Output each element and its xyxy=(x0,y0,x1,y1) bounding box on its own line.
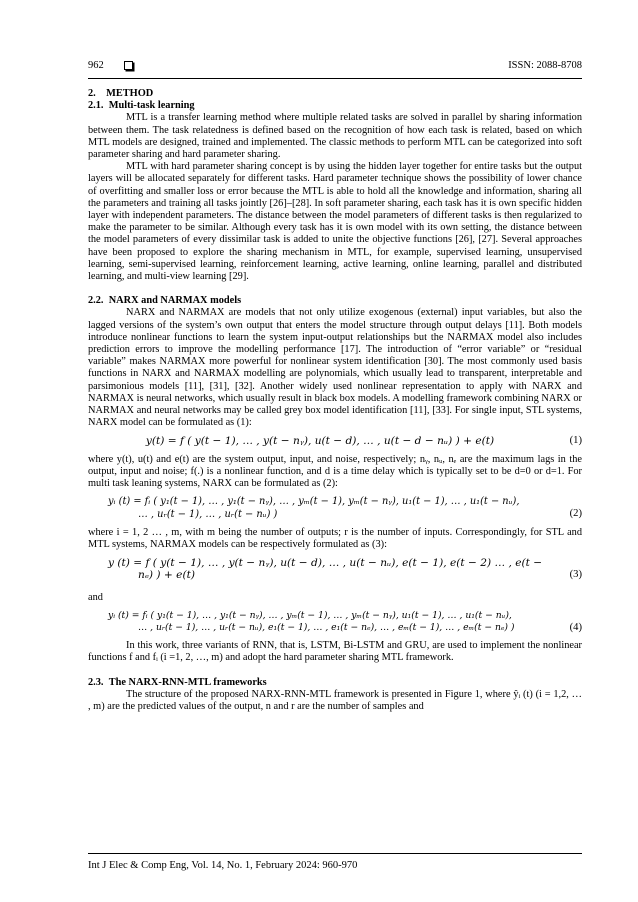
paragraph: In this work, three variants of RNN, that is, LSTM, Bi-LSTM and GRU, are used to implement the nonlinear functions f and fᵢ (i =1, 2, …, m) and adopt the hard parameter sharing MTL framework. xyxy=(88,640,582,664)
equation-line: yᵢ (t) = fᵢ ( y₁(t − 1), … , y₁(t − nᵧ), … , yₘ(t − 1), yₘ(t − nᵧ), u₁(t − 1), … , u₁(t − nᵤ), xyxy=(108,496,520,508)
subsection-heading-narx: 2.2. NARX and NARMAX models xyxy=(88,295,242,307)
paragraph: NARX and NARMAX are models that not only utilize exogenous (external) input variables, but also the lagged versions of the system’s own output that enters the model structure through output delays [11]. Both models introduce nonlinear functions to learn the system input-output relationships but the NARMAX model also includes prediction errors to improve the modelling performance [17]. The introduction of “error variable” or “residual variable” makes NARMAX more powerful for nonlinear system identification [30]. The most commonly used basis functions in NARX and NARMAX modelling are polynomials, which usually lead to transparent, interpretable and parsimonious models [11], [31], [32]. Another widely used nonlinear representation to apply with NARX and NARMAX is neural networks, which usually result in black box models. A modelling framework combining NARX or NARMAX and neural networks may be called grey box model identification [11], [33]. For single input, STL systems, NARX model can be formulated as (1): xyxy=(88,307,582,429)
equation-number: (3) xyxy=(569,569,582,581)
equation-line: nₑ) ) + e(t) xyxy=(138,569,195,582)
footer-rule xyxy=(88,853,582,854)
section-heading-method: 2. METHOD xyxy=(88,88,154,99)
equation-2 xyxy=(88,496,582,520)
paragraph: and xyxy=(88,591,103,603)
issn-label: ISSN: 2088-8708 xyxy=(508,59,582,71)
equation-line: … , uᵣ(t − 1), … , uᵣ(t − nᵤ), e₁(t − 1), … , e₁(t − nₑ), … , eₘ(t − 1), … , eₘ(t − nₑ) ) xyxy=(138,621,515,633)
paragraph: where y(t), u(t) and e(t) are the system output, input, and noise, respectively; nᵧ, nᵤ, nₑ are the maximum lags in the output, input and noise; f(.) is a nonlinear function, and d is a time delay which is typically set to be d=0 or d=1. For multi task leaning systems, NARX can be formulated as (2): xyxy=(88,453,582,490)
equation-expression: y(t) = f ( y(t − 1), … , y(t − nᵧ), u(t − d), … , u(t − d − nᵤ) ) + e(t) xyxy=(145,435,495,448)
equation-number: (4) xyxy=(569,621,582,633)
paragraph: The structure of the proposed NARX-RNN-MTL framework is presented in Figure 1, where ŷᵢ (t) (i = 1,2, … , m) are the predicted values of the output, n and r are the number of samples and xyxy=(88,688,582,712)
paragraph: where i = 1, 2 … , m, with m being the number of outputs; r is the number of inputs. Correspondingly, for STL and MTL systems, NARMAX models can be respectively formulated as (3): xyxy=(88,526,582,550)
page-number: 962 xyxy=(88,59,104,71)
article-body xyxy=(88,88,582,713)
page-header xyxy=(88,58,582,72)
subsection-heading-mtl: 2.1. Multi-task learning xyxy=(88,100,195,112)
equation-line: yᵢ (t) = fᵢ ( y₁(t − 1), … , y₁(t − nᵧ), … , yₘ(t − 1), … , yₘ(t − nᵧ), u₁(t − 1), … , u₁(t − nᵤ), xyxy=(108,609,512,621)
paragraph: MTL with hard parameter sharing concept is by using the hidden layer together for entire tasks but the output layers will be allocated separately for different tasks. Hard parameter technique shows the possibility of lower chance of overfitting and smaller loss or error because the MTL is able to hold all the knowledge and information, sharing all the parameters and training all tasks jointly [26]–[28]. In soft parameter sharing, each task has it is own specific hidden layer with independent parameters. The distance between the model parameters of different tasks is then regularized to make the parameter to be similar. Although every task has it is own model with its own setting, the distance between the model parameters of every dissimilar task is added to unite the objective functions [26], [27]. Several approaches have been proposed to explore the sharing mechanism in MTL, for example, supervised learning, unsupervised learning, semi-supervised learning, reinforcement learning, active learning, online learning, parallel and distributed learning, and multi-view learning [29]. xyxy=(88,161,582,283)
square-bullet-icon xyxy=(124,61,133,70)
journal-citation: Int J Elec & Comp Eng, Vol. 14, No. 1, February 2024: 960-970 xyxy=(88,860,358,871)
equation-line: y (t) = f ( y(t − 1), … , y(t − nᵧ), u(t − d), … , u(t − nᵤ), e(t − 1), e(t − 2) … , e(t − xyxy=(108,557,543,570)
equation-1 xyxy=(88,435,582,447)
equation-number: (1) xyxy=(569,435,582,447)
equation-3 xyxy=(88,557,582,581)
header-rule xyxy=(88,78,582,79)
subsection-heading-framework: 2.3. The NARX-RNN-MTL frameworks xyxy=(88,676,267,688)
equation-4 xyxy=(88,610,582,634)
paragraph: MTL is a transfer learning method where multiple related tasks are solved in parallel by sharing information between them. The task relatedness is defined based on the recognition of how each task is related, based on which MTL models are designed, trained and implemented. The classic methods to perform MTL can be categorized into soft parameter sharing and hard parameter sharing. xyxy=(88,112,582,161)
equation-line: … , uᵣ(t − 1), … , uᵣ(t − nᵤ) ) xyxy=(138,508,278,520)
equation-number: (2) xyxy=(569,508,582,520)
